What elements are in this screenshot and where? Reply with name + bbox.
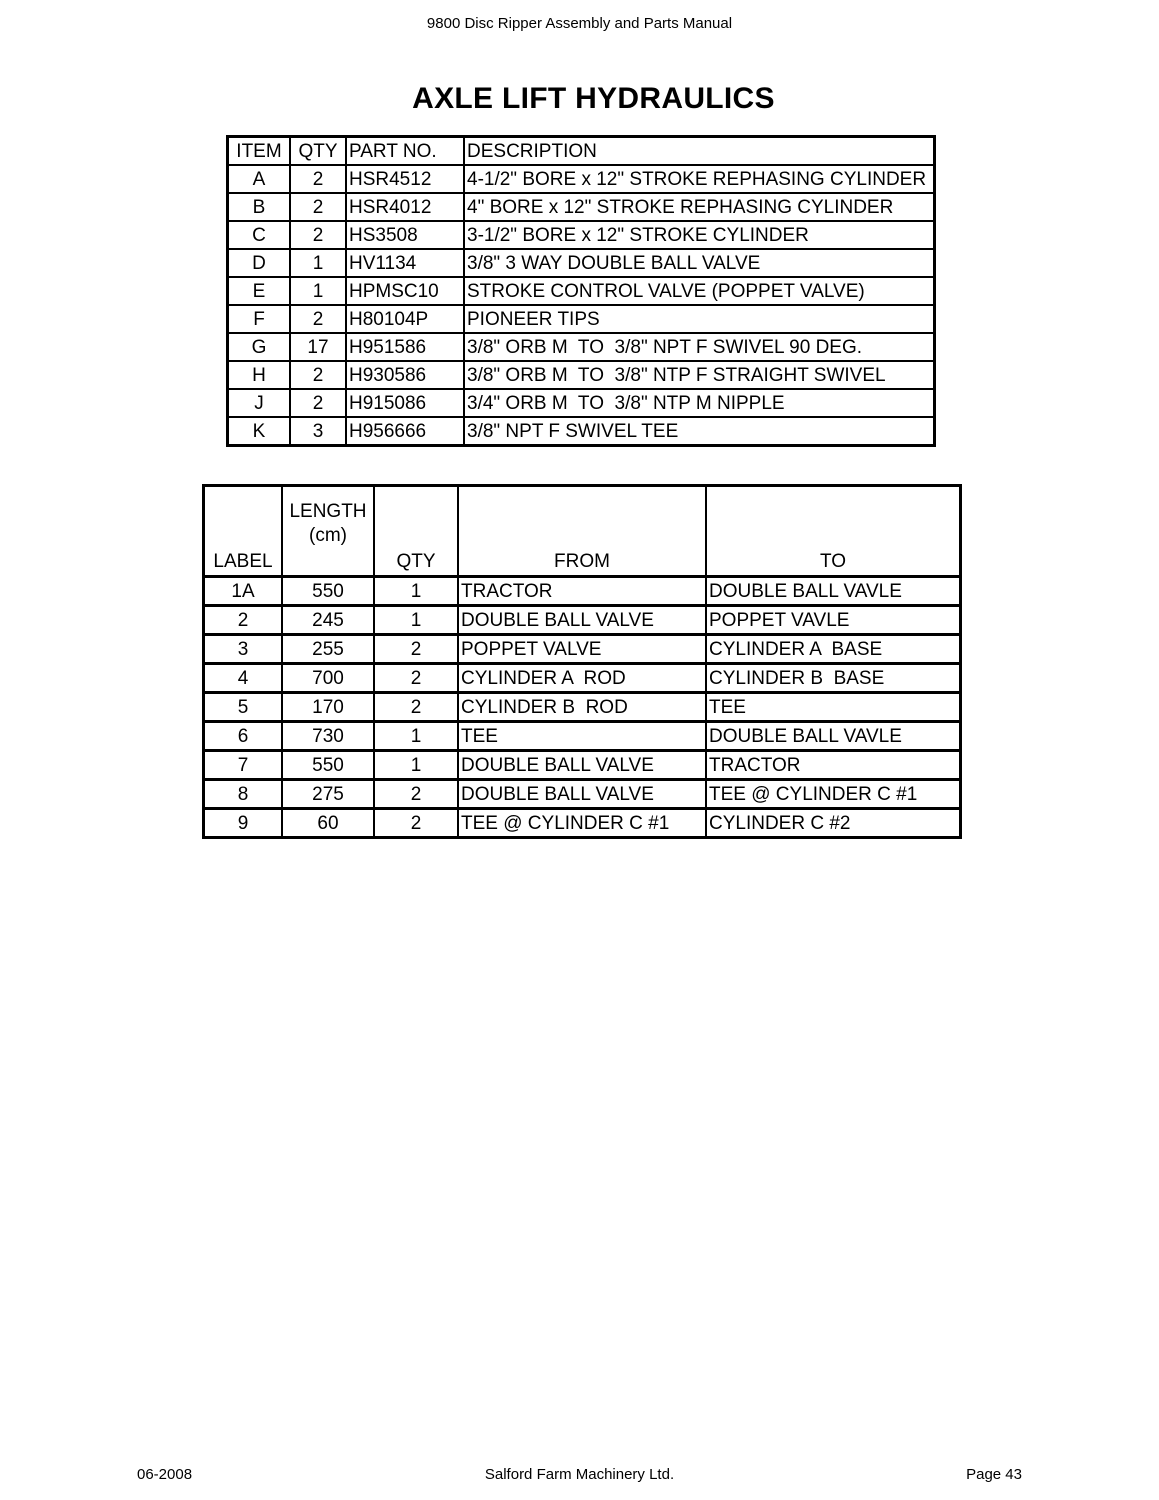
column-header-description: DESCRIPTION bbox=[464, 137, 935, 166]
column-header-length-text: LENGTH bbox=[289, 500, 367, 522]
part-no-cell: HPMSC10 bbox=[346, 277, 464, 305]
column-header-length-unit: (cm) bbox=[309, 524, 347, 546]
part-no-cell: H951586 bbox=[346, 333, 464, 361]
description-cell: STROKE CONTROL VALVE (POPPET VALVE) bbox=[464, 277, 935, 305]
description-cell: 3/8" ORB M TO 3/8" NPT F SWIVEL 90 DEG. bbox=[464, 333, 935, 361]
table-row bbox=[204, 722, 961, 751]
qty-cell: 2 bbox=[374, 809, 458, 838]
item-cell: D bbox=[228, 249, 291, 277]
column-header-to: TO bbox=[706, 486, 961, 577]
qty-cell: 1 bbox=[374, 722, 458, 751]
item-cell: G bbox=[228, 333, 291, 361]
label-cell: 6 bbox=[204, 722, 283, 751]
qty-cell: 2 bbox=[290, 221, 346, 249]
parts-table bbox=[226, 135, 936, 447]
label-cell: 7 bbox=[204, 751, 283, 780]
table-row bbox=[228, 333, 935, 361]
length-cell: 60 bbox=[282, 809, 374, 838]
table-row bbox=[228, 193, 935, 221]
from-cell: TEE @ CYLINDER C #1 bbox=[458, 809, 706, 838]
table-row bbox=[228, 305, 935, 333]
qty-cell: 2 bbox=[374, 635, 458, 664]
table-row bbox=[204, 606, 961, 635]
hose-table-body bbox=[204, 577, 961, 838]
column-header-qty: QTY bbox=[290, 137, 346, 166]
table-row bbox=[204, 693, 961, 722]
item-cell: E bbox=[228, 277, 291, 305]
table-row bbox=[204, 635, 961, 664]
column-header-from: FROM bbox=[458, 486, 706, 577]
part-no-cell: H915086 bbox=[346, 389, 464, 417]
label-cell: 2 bbox=[204, 606, 283, 635]
label-cell: 1A bbox=[204, 577, 283, 606]
qty-cell: 1 bbox=[290, 249, 346, 277]
table-row bbox=[204, 780, 961, 809]
length-cell: 170 bbox=[282, 693, 374, 722]
item-cell: K bbox=[228, 417, 291, 446]
item-cell: J bbox=[228, 389, 291, 417]
qty-cell: 1 bbox=[374, 577, 458, 606]
length-cell: 275 bbox=[282, 780, 374, 809]
table-row bbox=[204, 664, 961, 693]
from-cell: DOUBLE BALL VALVE bbox=[458, 751, 706, 780]
description-cell: 3/8" 3 WAY DOUBLE BALL VALVE bbox=[464, 249, 935, 277]
table-row bbox=[204, 577, 961, 606]
qty-cell: 1 bbox=[290, 277, 346, 305]
length-cell: 550 bbox=[282, 751, 374, 780]
qty-cell: 3 bbox=[290, 417, 346, 446]
item-cell: A bbox=[228, 165, 291, 193]
qty-cell: 1 bbox=[374, 606, 458, 635]
item-cell: F bbox=[228, 305, 291, 333]
item-cell: H bbox=[228, 361, 291, 389]
part-no-cell: H956666 bbox=[346, 417, 464, 446]
from-cell: DOUBLE BALL VALVE bbox=[458, 606, 706, 635]
to-cell: TEE @ CYLINDER C #1 bbox=[706, 780, 961, 809]
to-cell: CYLINDER A BASE bbox=[706, 635, 961, 664]
hose-table bbox=[202, 484, 962, 839]
table-row bbox=[204, 751, 961, 780]
description-cell: PIONEER TIPS bbox=[464, 305, 935, 333]
column-header-part-no: PART NO. bbox=[346, 137, 464, 166]
qty-cell: 2 bbox=[374, 664, 458, 693]
item-cell: B bbox=[228, 193, 291, 221]
table-row bbox=[228, 249, 935, 277]
length-cell: 255 bbox=[282, 635, 374, 664]
qty-cell: 2 bbox=[290, 389, 346, 417]
parts-table-header-row bbox=[228, 137, 935, 166]
label-cell: 5 bbox=[204, 693, 283, 722]
column-header-label: LABEL bbox=[204, 486, 283, 577]
part-no-cell: H930586 bbox=[346, 361, 464, 389]
to-cell: CYLINDER C #2 bbox=[706, 809, 961, 838]
part-no-cell: HSR4012 bbox=[346, 193, 464, 221]
description-cell: 3-1/2" BORE x 12" STROKE CYLINDER bbox=[464, 221, 935, 249]
table-row bbox=[228, 221, 935, 249]
from-cell: CYLINDER B ROD bbox=[458, 693, 706, 722]
table-row bbox=[228, 277, 935, 305]
footer-date: 06-2008 bbox=[137, 1466, 193, 1483]
part-no-cell: HSR4512 bbox=[346, 165, 464, 193]
from-cell: TEE bbox=[458, 722, 706, 751]
qty-cell: 2 bbox=[374, 693, 458, 722]
to-cell: TRACTOR bbox=[706, 751, 961, 780]
qty-cell: 2 bbox=[374, 780, 458, 809]
description-cell: 3/4" ORB M TO 3/8" NTP M NIPPLE bbox=[464, 389, 935, 417]
qty-cell: 17 bbox=[290, 333, 346, 361]
length-cell: 700 bbox=[282, 664, 374, 693]
column-header-item: ITEM bbox=[228, 137, 291, 166]
label-cell: 3 bbox=[204, 635, 283, 664]
description-cell: 3/8" NPT F SWIVEL TEE bbox=[464, 417, 935, 446]
qty-cell: 2 bbox=[290, 361, 346, 389]
qty-cell: 2 bbox=[290, 165, 346, 193]
hose-table-header-row bbox=[204, 486, 961, 577]
from-cell: POPPET VALVE bbox=[458, 635, 706, 664]
page-title: AXLE LIFT HYDRAULICS bbox=[412, 82, 775, 115]
description-cell: 4-1/2" BORE x 12" STROKE REPHASING CYLINDER bbox=[464, 165, 935, 193]
table-row bbox=[228, 361, 935, 389]
running-header: 9800 Disc Ripper Assembly and Parts Manual bbox=[426, 15, 733, 32]
item-cell: C bbox=[228, 221, 291, 249]
footer-page-number: Page 43 bbox=[966, 1466, 1022, 1483]
description-cell: 3/8" ORB M TO 3/8" NTP F STRAIGHT SWIVEL bbox=[464, 361, 935, 389]
to-cell: TEE bbox=[706, 693, 961, 722]
part-no-cell: H80104P bbox=[346, 305, 464, 333]
table-row bbox=[228, 389, 935, 417]
table-row bbox=[228, 165, 935, 193]
table-row bbox=[228, 417, 935, 446]
part-no-cell: HS3508 bbox=[346, 221, 464, 249]
from-cell: DOUBLE BALL VALVE bbox=[458, 780, 706, 809]
length-cell: 550 bbox=[282, 577, 374, 606]
to-cell: DOUBLE BALL VAVLE bbox=[706, 577, 961, 606]
table-row bbox=[204, 809, 961, 838]
length-cell: 245 bbox=[282, 606, 374, 635]
label-cell: 9 bbox=[204, 809, 283, 838]
length-cell: 730 bbox=[282, 722, 374, 751]
part-no-cell: HV1134 bbox=[346, 249, 464, 277]
to-cell: CYLINDER B BASE bbox=[706, 664, 961, 693]
qty-cell: 2 bbox=[290, 193, 346, 221]
column-header-length bbox=[282, 486, 374, 577]
from-cell: CYLINDER A ROD bbox=[458, 664, 706, 693]
from-cell: TRACTOR bbox=[458, 577, 706, 606]
qty-cell: 2 bbox=[290, 305, 346, 333]
description-cell: 4" BORE x 12" STROKE REPHASING CYLINDER bbox=[464, 193, 935, 221]
to-cell: DOUBLE BALL VAVLE bbox=[706, 722, 961, 751]
parts-table-body bbox=[228, 165, 935, 446]
label-cell: 8 bbox=[204, 780, 283, 809]
footer-company: Salford Farm Machinery Ltd. bbox=[484, 1466, 675, 1483]
column-header-qty: QTY bbox=[374, 486, 458, 577]
qty-cell: 1 bbox=[374, 751, 458, 780]
label-cell: 4 bbox=[204, 664, 283, 693]
to-cell: POPPET VAVLE bbox=[706, 606, 961, 635]
